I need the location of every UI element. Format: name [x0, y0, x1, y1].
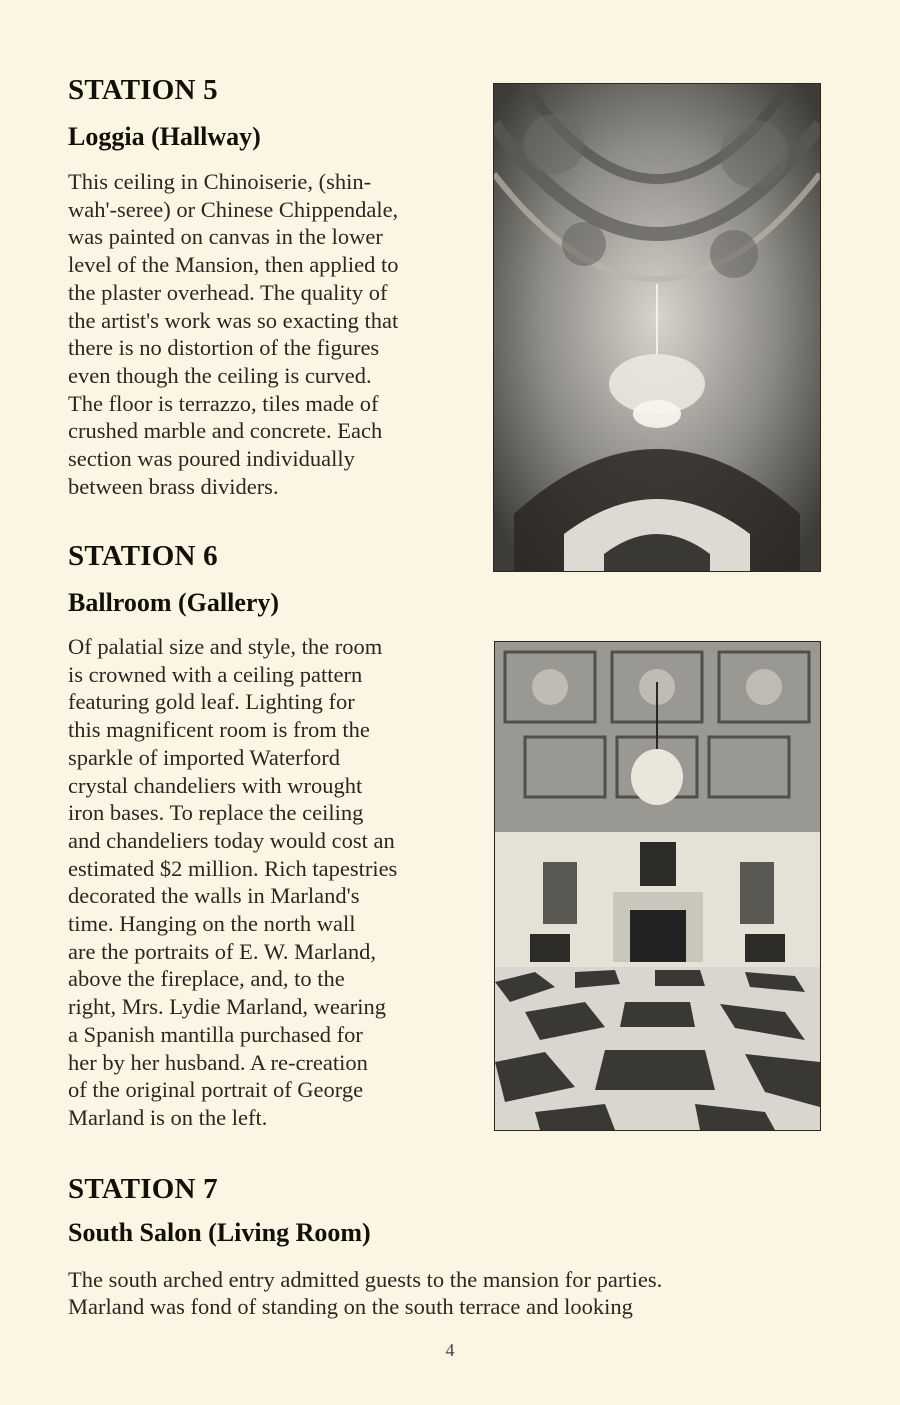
station-5-heading: STATION 5	[68, 74, 218, 106]
station-6-subheading: Ballroom (Gallery)	[68, 588, 280, 617]
station-7-subheading: South Salon (Living Room)	[68, 1218, 371, 1247]
station-6-heading: STATION 6	[68, 540, 218, 572]
station-7-heading: STATION 7	[68, 1173, 218, 1205]
station-5-body: This ceiling in Chinoiserie, (shin- wah'-seree) or Chinese Chippendale, was painted on canvas in the lower level of the Mansion, then applied to the plaster overhead. The quality of the artist's work was so exacting that there is no distortion of the figures even though the ceiling is curved. The floor is terrazzo, tiles made of crushed marble and concrete. Each section was poured individually between brass dividers.	[68, 169, 399, 499]
station-5-subheading: Loggia (Hallway)	[68, 122, 261, 151]
station-7-body: The south arched entry admitted guests to the mansion for parties. Marland was fond of standing on the south terrace and looking	[68, 1267, 663, 1319]
loggia-ceiling-photo	[493, 83, 821, 572]
station-6-body: Of palatial size and style, the room is crowned with a ceiling pattern featuring gold leaf. Lighting for this magnificent room is from the sparkle of imported Waterford crystal chandeliers with wrought iron bases. To replace the ceiling and chandeliers today would cost an estimated $2 million. Rich tapestries decorated the walls in Marland's time. Hanging on the north wall are the portraits of E. W. Marland, above the fireplace, and, to the right, Mrs. Lydie Marland, wearing a Spanish mantilla purchased for her by her husband. A re-creation of the original portrait of George Marland is on the left.	[68, 634, 398, 1130]
ballroom-photo	[494, 641, 821, 1131]
page-number: 4	[445, 1340, 455, 1360]
